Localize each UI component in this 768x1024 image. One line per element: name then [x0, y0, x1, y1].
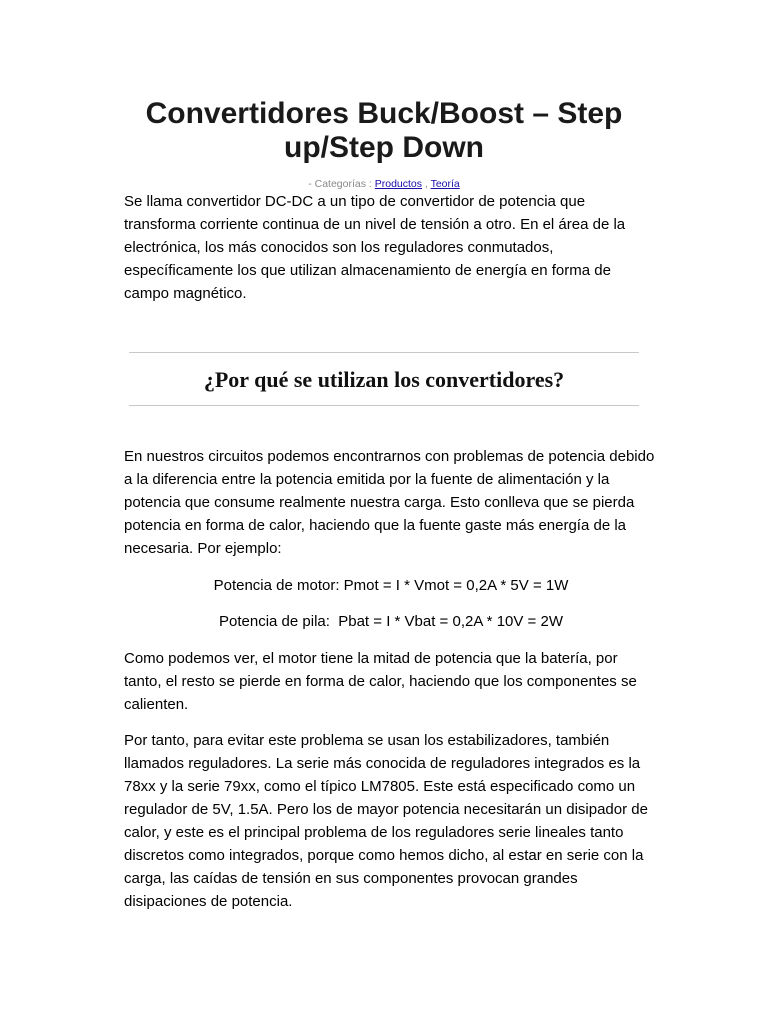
intro-paragraph: Se llama convertidor DC-DC a un tipo de convertidor de potencia que transforma corriente continua de un nivel de tensión a otro. En el área de la electrónica, los más conocidos son los reguladores conmutados, específicamente los que utilizan almacenamiento de energía en forma de campo magnético.	[124, 193, 626, 302]
post-categories	[124, 178, 644, 190]
paragraph-3: Por tanto, para evitar este problema se usan los estabilizadores, también llamados reguladores. La serie más conocida de reguladores integrados es la 78xx y la serie 79xx, como el típico LM7805. Este está especificado como un regulador de 5V, 1.5A. Pero los de mayor potencia necesitarán un disipador de calor, y este es el principal problema de los reguladores serie lineales tanto discretos como integrados, porque como hemos dicho, al estar en serie con la carga, las caídas de tensión en sus componentes provocan grandes disipaciones de potencia.	[124, 732, 648, 910]
category-link-productos[interactable]: Productos	[374, 178, 423, 190]
section-divider-top	[129, 352, 639, 353]
article	[124, 0, 658, 305]
section-divider-bottom	[129, 405, 639, 406]
categories-prefix: - Categorías :	[308, 178, 375, 190]
categories-separator: ,	[422, 178, 431, 190]
page-title: Convertidores Buck/Boost – Step up/Step Down	[145, 97, 623, 164]
section-heading: ¿Por qué se utilizan los convertidores?	[203, 367, 565, 392]
category-link-teoria[interactable]: Teoría	[430, 178, 460, 190]
section-body	[124, 445, 658, 913]
paragraph-2: Como podemos ver, el motor tiene la mitad de potencia que la batería, por tanto, el resto se pierde en forma de calor, haciendo que los componentes se calienten.	[124, 650, 637, 713]
formula-battery: Potencia de pila: Pbat = I * Vbat = 0,2A * 10V = 2W	[219, 613, 563, 630]
formula-motor: Potencia de motor: Pmot = I * Vmot = 0,2A * 5V = 1W	[213, 577, 569, 594]
paragraph-1: En nuestros circuitos podemos encontrarnos con problemas de potencia debido a la diferencia entre la potencia emitida por la fuente de alimentación y la potencia que consume realmente nuestra carga. Esto conlleva que se pierda potencia en forma de calor, haciendo que la fuente gaste más energía de la necesaria. Por ejemplo:	[124, 448, 655, 557]
